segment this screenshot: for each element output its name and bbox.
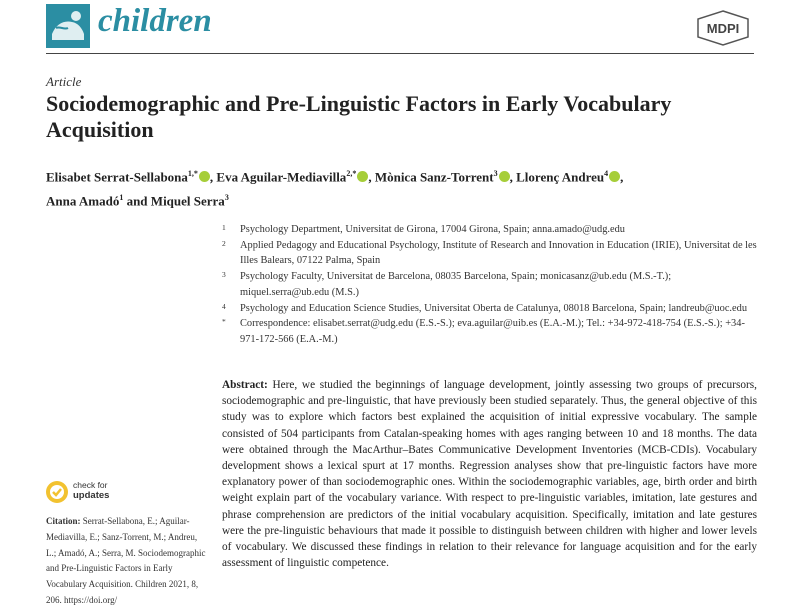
affiliation-text: Psychology and Education Science Studies, Universitat Oberta de Catalunya, 08018 Barcelona, Spain; landreub@uoc.edu (240, 302, 748, 314)
author-name[interactable]: Llorenç Andreu (516, 169, 605, 185)
orcid-icon[interactable] (199, 171, 210, 182)
author-name[interactable]: Elisabet Serrat-Sellabona (46, 169, 188, 185)
affiliation-number: 4 (222, 301, 226, 311)
orcid-icon[interactable] (499, 171, 510, 182)
affiliation-text: Correspondence: elisabet.serrat@udg.edu (E.S.-S.); eva.aguilar@uib.es (E.A.-M.); Tel.: +34-972-418-754 (E.S.-S.); +34-971-172-566 (E.A.-M.) (240, 318, 745, 345)
author-name[interactable]: Miquel Serra (150, 193, 225, 209)
affiliations (222, 222, 762, 348)
mdpi-logo-icon (696, 10, 750, 46)
author-affiliation-marker: 1,* (187, 169, 198, 178)
abstract (222, 377, 757, 571)
citation (46, 514, 206, 609)
check-updates-line2: updates (73, 490, 110, 501)
check-updates-icon (45, 480, 69, 504)
check-for-updates-button[interactable] (45, 480, 165, 506)
header-divider (46, 53, 754, 54)
affiliation-item (222, 301, 762, 317)
affiliation-number: 2 (222, 238, 226, 248)
journal-logo-icon (46, 4, 90, 48)
svg-text:MDPI: MDPI (706, 21, 740, 36)
orcid-icon[interactable] (357, 171, 368, 182)
affiliation-number: 3 (222, 270, 226, 280)
author-list: Elisabet Serrat-Sellabona$^{1,*}$ , Eva Aguilar-Mediavilla$^{2,*}$ , Mònica Sanz-Torrent$^3$ , Llorenç Andreu$^4$ , Anna Amadó$^1$ and Miquel Serra$^3$ (46, 169, 624, 209)
affiliation-number: 1 (222, 223, 226, 232)
author-name[interactable]: Mònica Sanz-Torrent (374, 169, 494, 185)
citation-label: Citation: (46, 516, 81, 526)
affiliation-item (222, 316, 762, 347)
article-type: Article (46, 74, 82, 89)
affiliation-item (222, 238, 762, 269)
author-name[interactable]: Anna Amadó (46, 193, 120, 209)
orcid-icon[interactable] (609, 171, 620, 182)
abstract-text: Here, we studied the beginnings of language development, jointly assessing two groups of precursors, sociodemographic and pre-linguistic, that have previously been studied separately. Thus, the general objective of this study was to explore which factors best explained the acquisition of initial expressive vocabulary. The sample consisted of 504 participants from Catalan-speaking homes with ages ranging between 10 and 18 months. The data were obtained through the MacArthur–Bates Communicative Development Inventories (MCB-CDIs). Vocabulary development shows a lexical spurt at 17 months. Regression analyses show that pre-linguistic factors have more explanatory power of than sociodemographic ones. Within the sociodemographic variables, age, birth order and birth weight explain part of the vocabulary variance. With respect to pre-linguistic variables, imitation, late gestures and phrase comprehension are predictors of the initial vocabulary acquisition. Specifically, imitation and late gestures were the pre-linguistic behaviours that made it possible to distinguish between children with higher and lower levels of vocabulary. We discussed these findings in relation to their relevance for language acquisition and for the early assessment of linguistic competence. (222, 379, 757, 570)
affiliation-text: Applied Pedagogy and Educational Psychology, Institute of Research and Innovation in Education (IRIE), Universitat de les Illes Balears, 07122 Palma, Spain (240, 239, 757, 267)
affiliation-item (222, 222, 762, 238)
affiliation-text: Psychology Department, Universitat de Girona, 17004 Girona, Spain; anna.amado@udg.edu (240, 224, 625, 235)
citation-text: Serrat-Sellabona, E.; Aguilar-Mediavilla, E.; Sanz-Torrent, M.; Andreu, L.; Amadó, A.; Serra, M. Sociodemographic and Pre-Linguistic Factors in Early Vocabulary Acquisition. Children 2021, 8, 206. https://doi.org/ (46, 516, 206, 605)
author-affiliation-marker: 3 (224, 193, 229, 203)
article-title: Sociodemographic and Pre-Linguistic Factors in Early Vocabulary Acquisition (46, 91, 672, 142)
author-affiliation-marker: 3 (493, 169, 498, 178)
author-affiliation-marker: 2,* (346, 169, 357, 178)
author-name[interactable]: Eva Aguilar-Mediavilla (216, 169, 347, 185)
check-updates-line1: check for (73, 480, 108, 490)
author-affiliation-marker: 1 (119, 193, 124, 203)
abstract-label: Abstract: (222, 379, 268, 391)
affiliation-item (222, 269, 762, 300)
journal-name: children (98, 3, 212, 39)
affiliation-text: Psychology Faculty, Universitat de Barcelona, 08035 Barcelona, Spain; monicasanz@ub.edu (M.S.-T.); miquel.serra@ub.edu (M.S.) (240, 271, 672, 298)
author-affiliation-marker: 4 (604, 169, 609, 178)
affiliation-number: * (222, 317, 226, 327)
